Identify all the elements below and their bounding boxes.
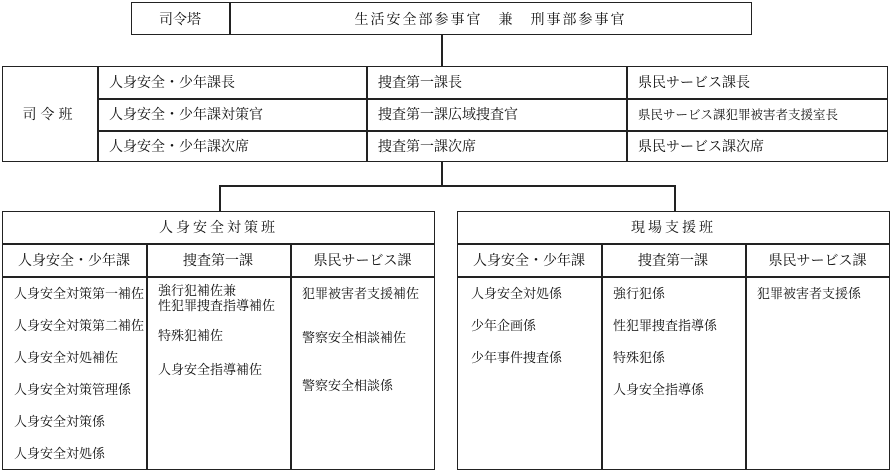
list-item: 強行犯補佐兼 性犯罪捜査指導補佐: [158, 284, 276, 314]
top-role: 司令塔: [159, 11, 201, 28]
command-cell: 県民サービス課犯罪被害者支援室長: [638, 107, 839, 122]
right-col-header: 人身安全・少年課: [473, 252, 585, 269]
list-item: 少年企画係: [471, 319, 537, 334]
list-item: 少年事件捜査係: [471, 351, 563, 366]
connector-top: [441, 35, 443, 66]
list-item: 人身安全対処補佐: [14, 351, 119, 366]
list-item: 特殊犯係: [613, 351, 666, 366]
list-item: 人身安全指導係: [613, 383, 705, 398]
command-cell: 捜査第一課次席: [378, 139, 476, 155]
right-header-line: [457, 276, 890, 278]
right-col-header: 県民サービス課: [768, 252, 867, 269]
command-cell: 県民サービス課次席: [638, 139, 764, 155]
left-header-line: [2, 276, 435, 278]
list-item: 人身安全対処係: [14, 447, 106, 462]
command-cell: 人身安全・少年課対策官: [109, 107, 263, 123]
command-cell: 捜査第一課長: [378, 75, 462, 91]
command-cell: 人身安全・少年課次席: [109, 139, 249, 155]
list-item: 犯罪被害者支援係: [757, 287, 862, 302]
command-cell: 捜査第一課広域捜査官: [378, 107, 518, 123]
left-unit-title: 人身安全対策班: [159, 220, 278, 236]
list-item: 犯罪被害者支援補佐: [302, 287, 420, 302]
list-item: 人身安全対処係: [471, 287, 563, 302]
left-col-header: 捜査第一課: [183, 252, 253, 269]
left-col-divider-1: [146, 243, 148, 470]
list-item: 強行犯係: [613, 287, 666, 302]
command-label: 司令班: [22, 107, 77, 123]
command-cell: 県民サービス課長: [638, 75, 750, 91]
right-col-header: 捜査第一課: [638, 252, 708, 269]
list-item: 人身安全対策管理係: [14, 383, 132, 398]
list-item: 特殊犯補佐: [158, 329, 224, 344]
left-col-divider-2: [290, 243, 292, 470]
right-unit-title: 現場支援班: [631, 220, 716, 236]
list-item: 警察安全相談係: [302, 379, 394, 394]
list-item: 人身安全対策係: [14, 415, 106, 430]
right-col-divider-2: [745, 243, 747, 470]
list-item: 人身安全指導補佐: [158, 363, 263, 378]
list-item: 人身安全対策第二補佐: [14, 319, 145, 334]
left-col-header: 人身安全・少年課: [18, 252, 130, 269]
left-col-header: 県民サービス課: [313, 252, 412, 269]
list-item: 性犯罪捜査指導係: [613, 319, 718, 334]
list-item: 人身安全対策第一補佐: [14, 287, 145, 302]
connector-left: [219, 185, 221, 211]
connector-command: [441, 162, 443, 185]
connector-right: [674, 185, 676, 211]
top-title: 生活安全部参事官 兼 刑事部参事官: [354, 11, 627, 28]
list-item: 警察安全相談補佐: [302, 331, 407, 346]
command-cell: 人身安全・少年課長: [109, 75, 235, 91]
connector-branch: [219, 185, 675, 187]
right-col-divider-1: [601, 243, 603, 470]
